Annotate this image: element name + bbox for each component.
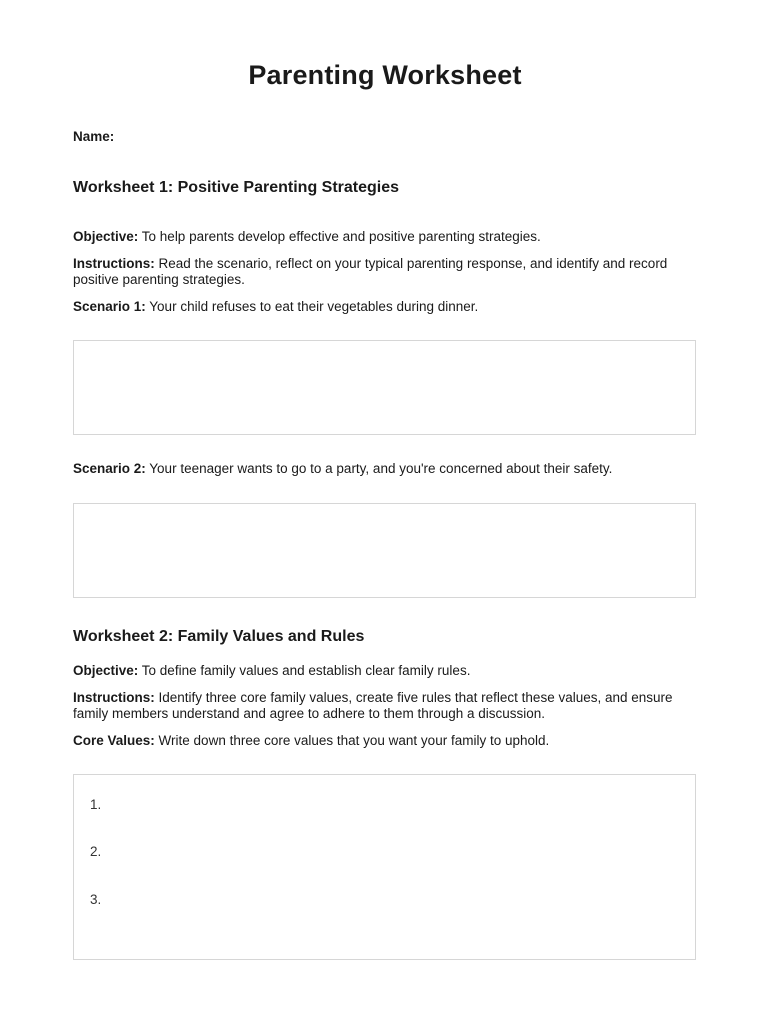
name-label: Name: (73, 129, 115, 144)
worksheet1-objective (73, 229, 698, 245)
core-values-text: Write down three core values that you want your family to uphold. (154, 733, 550, 748)
scenario2-text: Your teenager wants to go to a party, and you're concerned about their safety. (145, 461, 613, 476)
core-value-item-3: 3. (90, 892, 102, 907)
core-value-item-2: 2. (90, 844, 102, 859)
core-values (73, 733, 698, 749)
scenario2-label: Scenario 2: (73, 461, 146, 476)
page-title: Parenting Worksheet (248, 60, 522, 90)
scenario1 (73, 299, 698, 315)
instructions-label: Instructions: (73, 256, 155, 271)
core-value-item-1: 1. (90, 797, 102, 812)
instructions-text: Identify three core family values, create five rules that reflect these values, and ensure family members understand and agree to adhere to them through a discussion. (73, 690, 673, 721)
objective-label: Objective: (73, 663, 139, 678)
scenario2-response-box[interactable] (73, 503, 696, 598)
objective-text: To define family values and establish clear family rules. (138, 663, 471, 678)
objective-text: To help parents develop effective and positive parenting strategies. (138, 229, 541, 244)
worksheet2-objective (73, 663, 698, 679)
core-values-response-box[interactable] (73, 774, 696, 960)
scenario2 (73, 461, 698, 477)
worksheet1-heading: Worksheet 1: Positive Parenting Strategies (73, 179, 400, 196)
scenario1-response-box[interactable] (73, 340, 696, 435)
scenario1-text: Your child refuses to eat their vegetables during dinner. (145, 299, 479, 314)
instructions-text: Read the scenario, reflect on your typical parenting response, and identify and record positive parenting strategies. (73, 256, 668, 287)
worksheet1-instructions (73, 256, 688, 288)
core-values-label: Core Values: (73, 733, 155, 748)
objective-label: Objective: (73, 229, 139, 244)
worksheet2-heading: Worksheet 2: Family Values and Rules (73, 628, 365, 645)
worksheet2-instructions (73, 690, 688, 722)
instructions-label: Instructions: (73, 690, 155, 705)
scenario1-label: Scenario 1: (73, 299, 146, 314)
